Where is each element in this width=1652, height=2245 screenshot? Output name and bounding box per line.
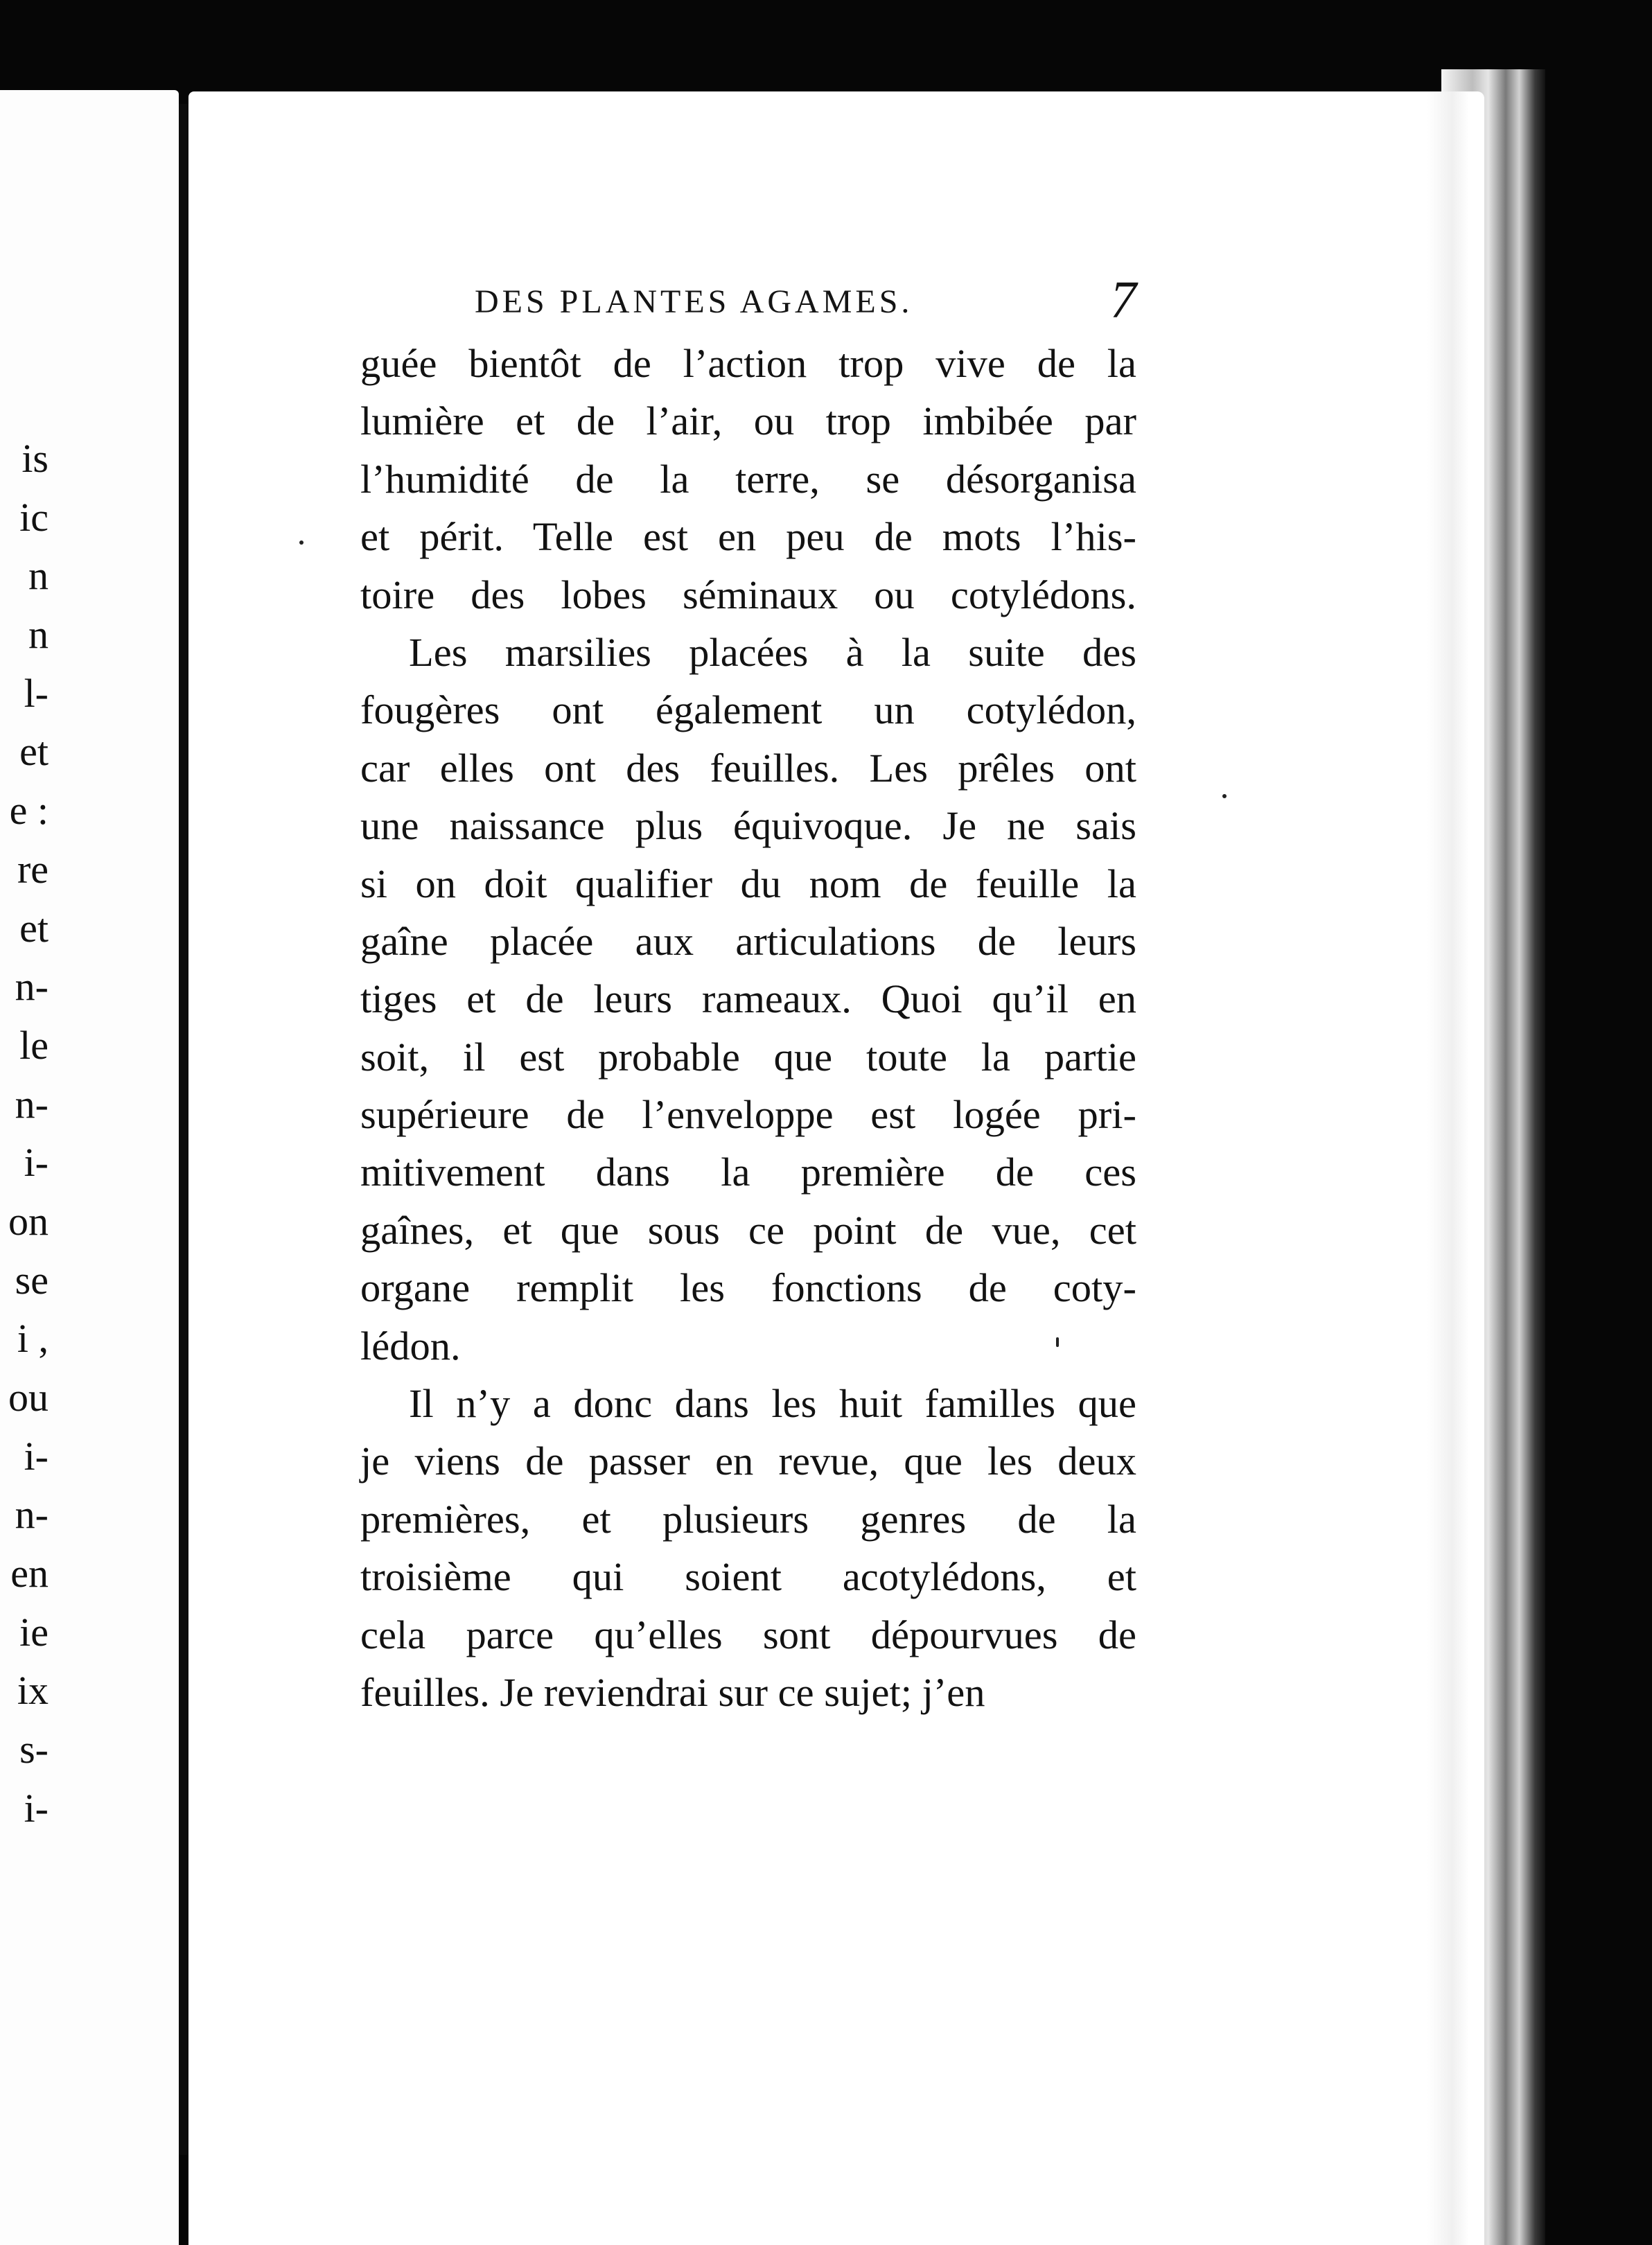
paper-speck <box>299 540 304 545</box>
line-fragment: s- <box>19 1727 49 1772</box>
line-fragment: i , <box>17 1316 49 1362</box>
line-fragment: en <box>10 1551 49 1596</box>
text-line: Il n’y a donc dans les huit familles que <box>409 1381 1136 1427</box>
previous-page-fragment <box>0 90 179 2245</box>
line-fragment: et <box>19 905 49 951</box>
body-text <box>360 335 1136 1721</box>
page-edge-shadow <box>1427 91 1469 2245</box>
line-fragment: n- <box>15 1081 49 1127</box>
line-fragment: ou <box>8 1375 49 1420</box>
text-line: cela parce qu’elles sont dépourvues de <box>360 1612 1136 1657</box>
line-fragment: n- <box>15 964 49 1010</box>
text-line: lumière et de l’air, ou trop imbibée par <box>360 398 1136 444</box>
text-line: toire des lobes séminaux ou cotylédons. <box>360 572 1136 617</box>
text-line: tiges et de leurs rameaux. Quoi qu’il en <box>360 976 1136 1022</box>
text-line: guée bientôt de l’action trop vive de la <box>360 341 1136 386</box>
previous-page-line-endings <box>0 430 49 1838</box>
line-fragment: se <box>15 1257 49 1303</box>
line-fragment: ix <box>17 1668 49 1714</box>
running-title: DES PLANTES AGAMES. <box>475 283 913 320</box>
text-line: si on doit qualifier du nom de feuille la <box>360 861 1136 906</box>
line-fragment: le <box>19 1022 49 1068</box>
line-fragment: re <box>17 846 49 892</box>
text-line: gaîne placée aux articulations de leurs <box>360 918 1136 964</box>
line-fragment: n <box>28 553 49 599</box>
book-gutter <box>179 104 188 2155</box>
text-line: l’humidité de la terre, se désorganisa <box>360 456 1136 502</box>
text-line: fougères ont également un cotylédon, <box>360 687 1136 733</box>
line-fragment: on <box>8 1198 49 1244</box>
text-line: mitivement dans la première de ces <box>360 1150 1136 1195</box>
line-fragment: is <box>21 436 49 481</box>
text-line: feuilles. Je reviendrai sur ce sujet; j’en <box>360 1669 985 1715</box>
page-number: 7 <box>1110 271 1136 329</box>
line-fragment: i- <box>24 1140 49 1186</box>
running-head <box>360 271 1136 333</box>
line-fragment: ic <box>19 494 49 540</box>
paper-speck <box>1222 794 1227 798</box>
line-fragment: ie <box>19 1609 49 1655</box>
paper-speck <box>1056 1337 1059 1347</box>
text-line: premières, et plusieurs genres de la <box>360 1496 1136 1542</box>
text-line: troisième qui soient acotylédons, et <box>360 1554 1136 1600</box>
line-fragment: n <box>28 612 49 658</box>
text-line: soit, il est probable que toute la partie <box>360 1034 1136 1080</box>
text-line: gaînes, et que sous ce point de vue, cet <box>360 1207 1136 1253</box>
line-fragment: i- <box>24 1785 49 1831</box>
text-line: et périt. Telle est en peu de mots l’his- <box>360 514 1136 560</box>
line-fragment: i- <box>24 1433 49 1479</box>
line-fragment: l- <box>24 670 49 716</box>
text-line: lédon. <box>360 1323 461 1368</box>
text-line: une naissance plus équivoque. Je ne sais <box>360 803 1136 849</box>
line-fragment: n- <box>15 1492 49 1538</box>
line-fragment: e : <box>9 788 49 834</box>
line-fragment: et <box>19 729 49 775</box>
text-line: Les marsilies placées à la suite des <box>409 629 1136 675</box>
text-line: supérieure de l’enveloppe est logée pri- <box>360 1092 1136 1138</box>
text-line: car elles ont des feuilles. Les prêles ont <box>360 745 1136 791</box>
text-line: organe remplit les fonctions de coty- <box>360 1265 1136 1311</box>
text-line: je viens de passer en revue, que les deux <box>360 1438 1136 1484</box>
